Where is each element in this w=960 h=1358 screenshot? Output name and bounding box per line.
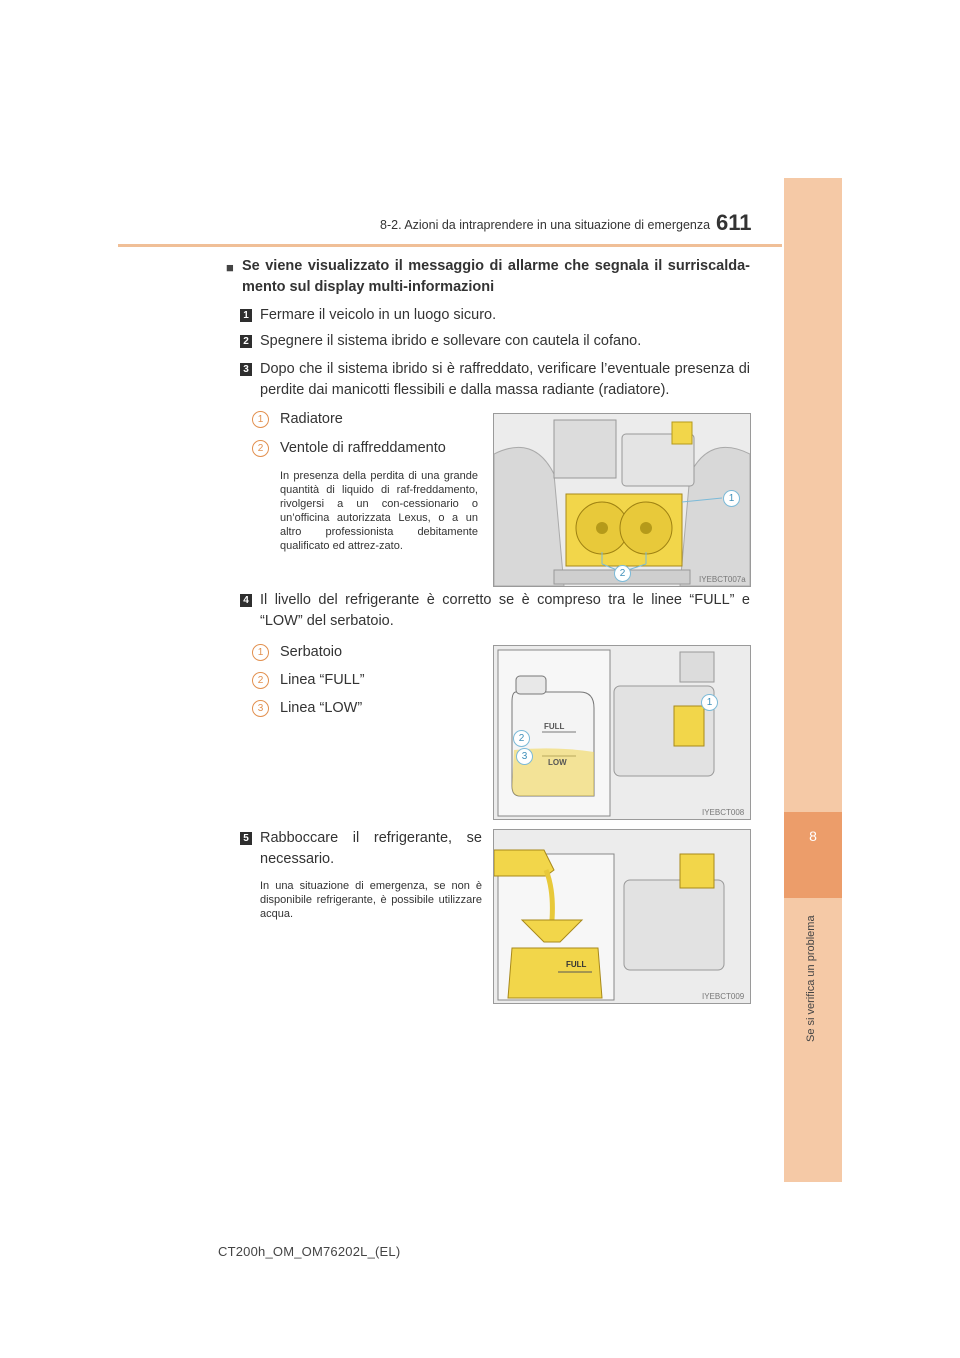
low-mark-label: LOW	[548, 758, 567, 767]
chapter-label	[802, 904, 822, 1044]
step-text-2: Spegnere il sistema ibrido e sollevare con cautela il cofano.	[260, 333, 642, 349]
engine-bay-radiator-illustration	[494, 414, 750, 586]
step-text-4: Il livello del refrigerante è corretto se è compreso tra le linee “FULL” e “LOW” del serbatoio.	[260, 592, 750, 629]
item-label-cooling-fans: Ventole di raffreddamento	[280, 440, 446, 456]
figure-callout-2: 2	[614, 565, 631, 582]
figure-callout-reservoir: 1	[701, 694, 718, 711]
full-mark-label: FULL	[566, 960, 587, 969]
item-number-3-1: 1	[252, 411, 269, 428]
step-text-1: Fermare il veicolo in un luogo sicuro.	[260, 307, 497, 323]
page-number: 611	[716, 210, 752, 235]
item-label-radiator: Radiatore	[280, 411, 343, 427]
document-code: CT200h_OM_OM76202L_(EL)	[218, 1244, 401, 1259]
step-number-4: 4	[240, 594, 252, 607]
section-heading: Se viene visualizzato il messaggio di allarme che segnala il surriscalda-mento sul display multi-informazioni	[242, 258, 750, 295]
figure-refill	[493, 829, 751, 1004]
item-label-low-line: Linea “LOW”	[280, 700, 363, 716]
figure-callout-low: 3	[516, 748, 533, 765]
item-number-4-2: 2	[252, 672, 269, 689]
figure-reservoir	[493, 645, 751, 820]
refill-coolant-illustration	[494, 830, 750, 1003]
coolant-reservoir-illustration	[494, 646, 750, 819]
step-number-2: 2	[240, 335, 252, 348]
note-emergency-water: In una situazione di emergenza, se non è disponibile refrigerante, è possibile utilizzare acqua.	[260, 880, 482, 920]
figure-code: IYEBCT009	[702, 992, 745, 1001]
step-number-1: 1	[240, 309, 252, 322]
section-title: 8-2. Azioni da intraprendere in una situazione di emergenza	[380, 218, 711, 232]
step-text-3: Dopo che il sistema ibrido si è raffreddato, verificare l’eventuale presenza di perdite dai manicotti flessibili e dalla massa radiante (radiatore).	[260, 361, 750, 398]
item-label-reservoir: Serbatoio	[280, 644, 343, 660]
square-bullet-icon: ■	[226, 260, 234, 275]
item-number-4-3: 3	[252, 700, 269, 717]
item-number-4-1: 1	[252, 644, 269, 661]
figure-callout-full: 2	[513, 730, 530, 747]
chapter-number: 8	[809, 828, 817, 844]
header-rule	[118, 244, 782, 247]
step-text-5: Rabboccare il refrigerante, se necessario.	[260, 830, 482, 867]
full-mark-label: FULL	[544, 722, 565, 731]
figure-callout-1: 1	[723, 490, 740, 507]
item-number-3-2: 2	[252, 440, 269, 457]
step-number-3: 3	[240, 363, 252, 376]
item-label-full-line: Linea “FULL”	[280, 672, 365, 688]
chapter-label-text: Se si verifica un problema	[805, 915, 817, 1042]
note-coolant-leak: In presenza della perdita di una grande quantità di liquido di raf-freddamento, rivolgersi a un con-cessionario o un’officina autorizzata Lexus, o a un altro professionista debitamente qualificato ed attrez-zato.	[280, 470, 478, 552]
figure-code: IYEBCT007a	[699, 575, 746, 584]
chapter-tab-active	[784, 812, 842, 898]
figure-code: IYEBCT008	[702, 808, 745, 817]
figure-radiator	[493, 413, 751, 587]
step-number-5: 5	[240, 832, 252, 845]
